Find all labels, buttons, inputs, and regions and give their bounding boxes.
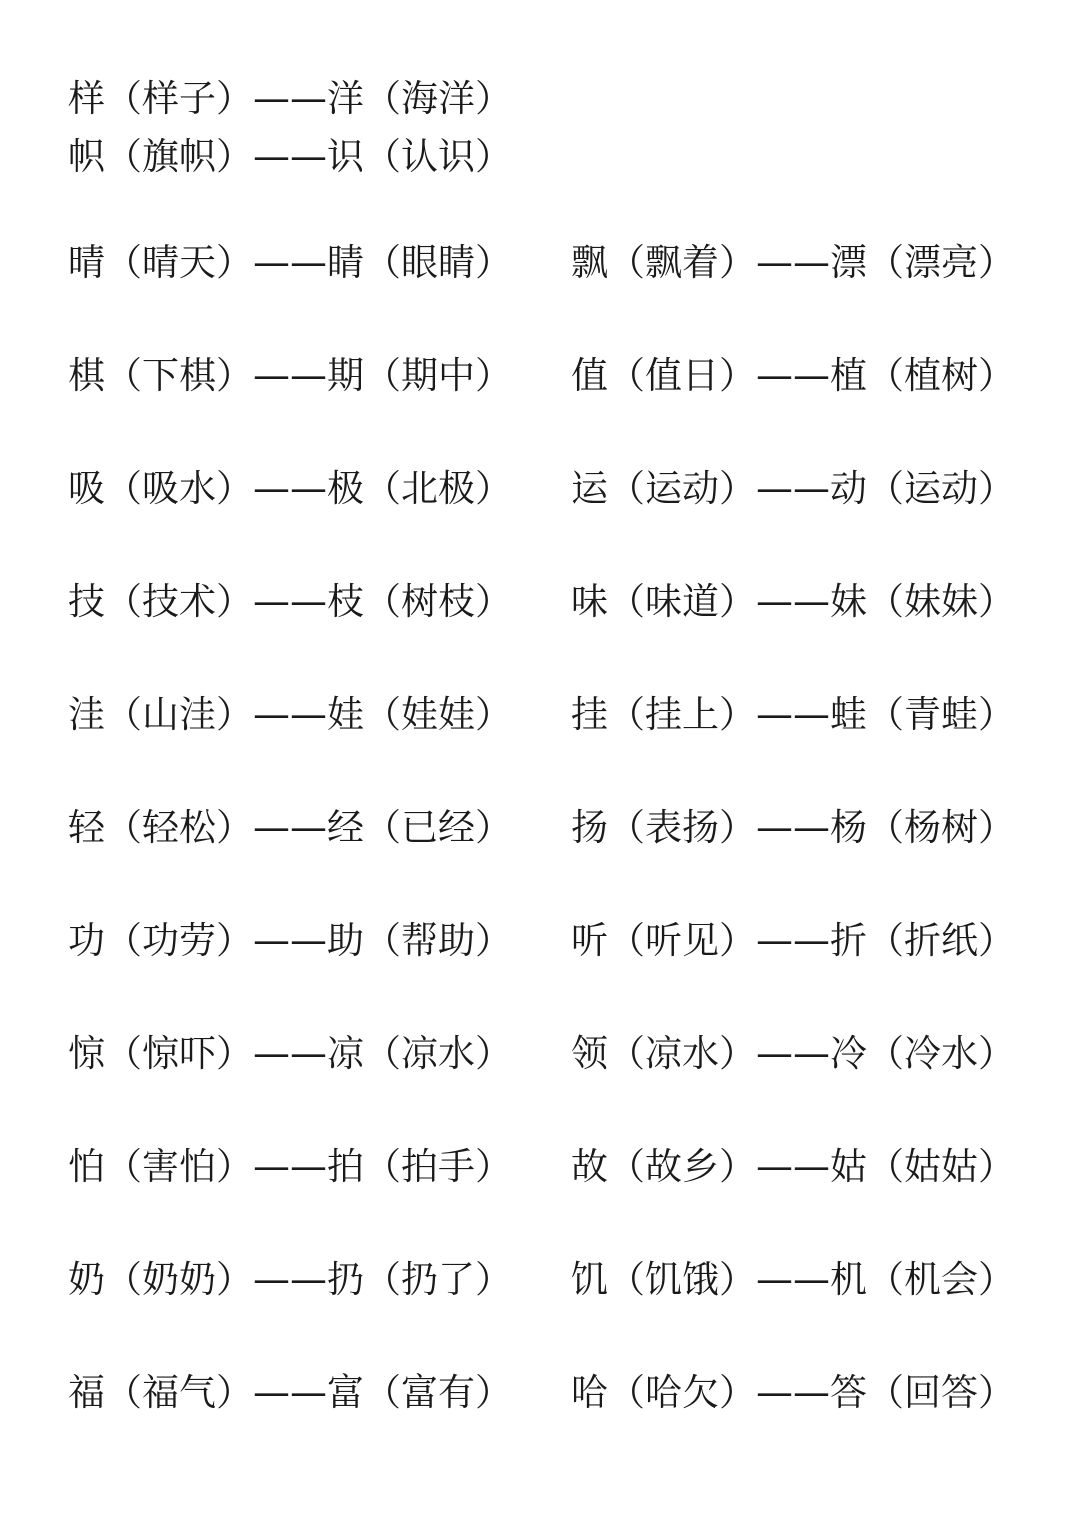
word-pair-left: 福（福气）——富（富有）	[68, 1371, 512, 1414]
word-pair-right: 故（故乡）——姑（姑姑）	[571, 1145, 1015, 1188]
word-pair-row	[68, 1029, 1018, 1079]
word-pair-row	[68, 464, 1018, 514]
word-pair-row	[68, 1255, 1018, 1305]
word-pair-right: 飘（飘着）——漂（漂亮）	[571, 241, 1015, 284]
word-pair-right: 挂（挂上）——蛙（青蛙）	[571, 693, 1015, 736]
word-pair-left: 惊（惊吓）——凉（凉水）	[68, 1032, 512, 1075]
word-pair-left: 轻（轻松）——经（已经）	[68, 806, 512, 849]
word-pair-row	[68, 916, 1018, 966]
word-pair-right: 运（运动）——动（运动）	[571, 467, 1015, 510]
word-pair-right: 帜（旗帜）——识（认识）	[68, 135, 512, 178]
word-pair-left: 样（样子）——洋（海洋）	[68, 77, 512, 120]
word-pair-right: 哈（哈欠）——答（回答）	[571, 1371, 1015, 1414]
word-pair-left: 功（功劳）——助（帮助）	[68, 919, 512, 962]
word-pair-right: 领（凉水）——冷（冷水）	[571, 1032, 1015, 1075]
word-pair-left: 技（技术）——枝（树枝）	[68, 580, 512, 623]
word-pair-row	[68, 238, 1018, 288]
word-pair-row-first	[68, 70, 1018, 186]
word-pair-left: 晴（晴天）——睛（眼睛）	[68, 241, 512, 284]
word-pair-right: 饥（饥饿）——机（机会）	[571, 1258, 1015, 1301]
word-pair-left: 怕（害怕）——拍（拍手）	[68, 1145, 512, 1188]
word-pair-right: 味（味道）——妹（妹妹）	[571, 580, 1015, 623]
word-pair-row	[68, 577, 1018, 627]
word-pair-row	[68, 1142, 1018, 1192]
word-pair-left: 棋（下棋）——期（期中）	[68, 354, 512, 397]
word-pair-right: 值（值日）——植（植树）	[571, 354, 1015, 397]
word-pair-row	[68, 351, 1018, 401]
word-pair-right: 扬（表扬）——杨（杨树）	[571, 806, 1015, 849]
word-pair-left: 吸（吸水）——极（北极）	[68, 467, 512, 510]
word-pair-left: 奶（奶奶）——扔（扔了）	[68, 1258, 512, 1301]
word-pair-row	[68, 1368, 1018, 1418]
word-pair-row	[68, 690, 1018, 740]
word-pair-row	[68, 803, 1018, 853]
word-pair-right: 听（听见）——折（折纸）	[571, 919, 1015, 962]
word-pair-left: 洼（山洼）——娃（娃娃）	[68, 693, 512, 736]
